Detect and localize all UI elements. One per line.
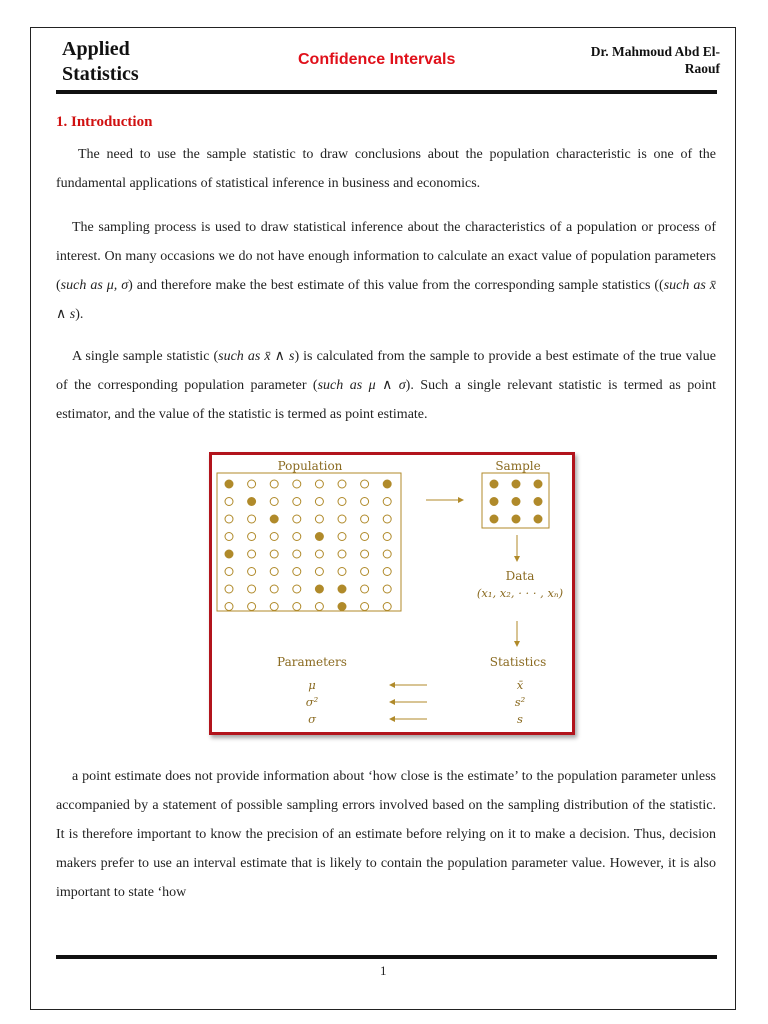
population-dot-filled bbox=[270, 515, 278, 523]
arrow-sample-to-data bbox=[514, 535, 520, 562]
sample-dot bbox=[490, 515, 498, 523]
population-dot-empty bbox=[293, 515, 301, 523]
parameter-symbol: σ bbox=[308, 712, 316, 726]
parameter-statistic-rows bbox=[306, 678, 526, 726]
population-dot-empty bbox=[383, 585, 391, 593]
population-dot-empty bbox=[315, 603, 323, 611]
population-dot-empty bbox=[361, 498, 369, 506]
statistic-symbol: x̄ bbox=[516, 678, 524, 692]
parameter-symbol: μ bbox=[308, 678, 316, 692]
parameters-label: Parameters bbox=[277, 655, 347, 669]
population-dot-empty bbox=[293, 498, 301, 506]
paragraph-3-text-c: ). Such a single relevant statistic is termed as point estimator, and the value of the statistic is termed as point estimate. bbox=[56, 378, 717, 422]
population-dot-empty bbox=[315, 498, 323, 506]
population-dot-filled bbox=[315, 585, 323, 593]
footer-rule bbox=[56, 955, 717, 959]
population-dot-empty bbox=[293, 480, 301, 488]
sampling-figure bbox=[209, 452, 575, 735]
population-dot-empty bbox=[338, 533, 346, 541]
population-dot-empty bbox=[293, 568, 301, 576]
author-line1: Dr. Mahmoud Abd El- bbox=[590, 44, 720, 59]
population-dot-empty bbox=[270, 585, 278, 593]
population-dot-empty bbox=[338, 498, 346, 506]
population-dot-empty bbox=[270, 480, 278, 488]
paragraph-4 bbox=[56, 762, 716, 907]
population-dot-empty bbox=[315, 480, 323, 488]
page-number: 1 bbox=[380, 963, 387, 978]
population-dot-empty bbox=[361, 603, 369, 611]
population-dot-empty bbox=[270, 533, 278, 541]
sample-dot bbox=[534, 480, 542, 488]
sample-dot bbox=[512, 515, 520, 523]
population-dot-empty bbox=[383, 568, 391, 576]
sample-dot bbox=[490, 498, 498, 506]
data-tuple: (x₁, x₂, · · · , xₙ) bbox=[476, 586, 564, 600]
population-label: Population bbox=[277, 459, 343, 473]
population-dot-empty bbox=[248, 585, 256, 593]
population-dot-empty bbox=[383, 603, 391, 611]
section-heading: 1. Introduction bbox=[56, 114, 153, 130]
population-frame bbox=[217, 473, 401, 611]
paragraph-3-text-b: ) is calculated from the sample to provide a best estimate of the true value of the corresponding population parameter ( bbox=[56, 349, 716, 393]
author-line2: Raouf bbox=[684, 61, 720, 76]
population-dot-empty bbox=[248, 568, 256, 576]
population-dot-empty bbox=[338, 550, 346, 558]
parameter-symbol: σ² bbox=[305, 695, 319, 709]
population-dot-empty bbox=[270, 550, 278, 558]
population-dot-empty bbox=[225, 568, 233, 576]
population-dot-empty bbox=[383, 515, 391, 523]
population-dot-empty bbox=[248, 533, 256, 541]
paragraph-3-math-1: such as x̄ ∧ s bbox=[218, 349, 295, 364]
population-dot-empty bbox=[315, 550, 323, 558]
population-dot-empty bbox=[293, 550, 301, 558]
paragraph-1 bbox=[56, 140, 716, 198]
statistic-symbol: s bbox=[517, 712, 523, 726]
population-dot-empty bbox=[293, 603, 301, 611]
sample-dot bbox=[490, 480, 498, 488]
population-dot-empty bbox=[225, 515, 233, 523]
population-dot-empty bbox=[293, 585, 301, 593]
paragraph-1-text: The need to use the sample statistic to draw conclusions about the population characteristic is one of the fundamental applications of statistical inference in business and economics. bbox=[56, 147, 716, 191]
paragraph-4-text: a point estimate does not provide information about ‘how close is the estimate’ to the population parameter unless accompanied by a statement of possible sampling errors involved based on the sampling distribution of the statistic. It is therefore important to know the precision of an estimate before relying on it to make a decision. Thus, decision makers prefer to use an interval estimate that is likely to contain the population parameter value. However, it is also important to state ‘how bbox=[56, 769, 716, 900]
sample-dot bbox=[534, 515, 542, 523]
estimate-arrow-head bbox=[389, 699, 395, 705]
paragraph-3-math-2: such as μ ∧ σ bbox=[317, 378, 406, 393]
population-dot-empty bbox=[361, 585, 369, 593]
population-dot-empty bbox=[225, 533, 233, 541]
population-dot-filled bbox=[225, 550, 233, 558]
population-dot-empty bbox=[248, 480, 256, 488]
paragraph-3-text-a: A single sample statistic ( bbox=[72, 349, 219, 364]
course-title-line1: Applied bbox=[62, 38, 130, 60]
arrow-pop-to-sample bbox=[426, 497, 464, 503]
population-dot-empty bbox=[315, 515, 323, 523]
header-rule bbox=[56, 90, 717, 94]
statistic-symbol: s² bbox=[514, 695, 526, 709]
estimate-arrow-head bbox=[389, 682, 395, 688]
population-dot-empty bbox=[225, 498, 233, 506]
arrow-data-to-statistics bbox=[514, 621, 520, 647]
population-dot-empty bbox=[270, 603, 278, 611]
sample-dot bbox=[512, 480, 520, 488]
data-label: Data bbox=[505, 569, 535, 583]
population-dot-empty bbox=[248, 550, 256, 558]
population-dot-empty bbox=[293, 533, 301, 541]
population-dot-empty bbox=[361, 533, 369, 541]
population-dot-empty bbox=[383, 550, 391, 558]
paragraph-2-text-c: ). bbox=[75, 307, 84, 322]
population-dot-filled bbox=[338, 585, 346, 593]
sample-dots bbox=[490, 480, 542, 523]
document-title: Confidence Intervals bbox=[298, 51, 456, 68]
population-dot-empty bbox=[361, 480, 369, 488]
population-dot-empty bbox=[248, 515, 256, 523]
estimate-arrow-head bbox=[389, 716, 395, 722]
population-dot-empty bbox=[338, 568, 346, 576]
paragraph-2-text-b: ) and therefore make the best estimate of this value from the corresponding sample statistics (( bbox=[128, 278, 664, 293]
population-dot-empty bbox=[315, 568, 323, 576]
population-dot-empty bbox=[361, 568, 369, 576]
sampling-diagram bbox=[212, 455, 572, 732]
population-dot-filled bbox=[248, 498, 256, 506]
statistics-label: Statistics bbox=[489, 655, 547, 669]
population-dot-empty bbox=[383, 533, 391, 541]
paragraph-2 bbox=[56, 213, 716, 329]
population-dot-empty bbox=[270, 498, 278, 506]
population-dot-empty bbox=[225, 585, 233, 593]
population-dot-empty bbox=[338, 480, 346, 488]
population-dot-filled bbox=[315, 533, 323, 541]
sample-dot bbox=[512, 498, 520, 506]
course-title bbox=[62, 37, 139, 87]
population-dot-filled bbox=[338, 603, 346, 611]
sample-label: Sample bbox=[495, 459, 541, 473]
population-dot-empty bbox=[361, 550, 369, 558]
population-dot-empty bbox=[338, 515, 346, 523]
population-dot-empty bbox=[225, 603, 233, 611]
author bbox=[530, 43, 720, 77]
population-dot-filled bbox=[383, 480, 391, 488]
population-dot-empty bbox=[383, 498, 391, 506]
paragraph-3 bbox=[56, 342, 716, 429]
sample-dot bbox=[534, 498, 542, 506]
paragraph-2-math-2: such as x̄ ∧ s bbox=[56, 278, 716, 322]
population-dot-empty bbox=[248, 603, 256, 611]
paragraph-2-math-1: such as μ, σ bbox=[60, 278, 129, 293]
course-title-line2: Statistics bbox=[62, 63, 139, 85]
population-dot-empty bbox=[361, 515, 369, 523]
population-dot-empty bbox=[270, 568, 278, 576]
population-dots bbox=[225, 480, 391, 611]
paragraph-2-text-a: The sampling process is used to draw statistical inference about the characteristics of a population or process of interest. On many occasions we do not have enough information to calculate an exact value of population parameters ( bbox=[56, 220, 716, 293]
population-dot-filled bbox=[225, 480, 233, 488]
